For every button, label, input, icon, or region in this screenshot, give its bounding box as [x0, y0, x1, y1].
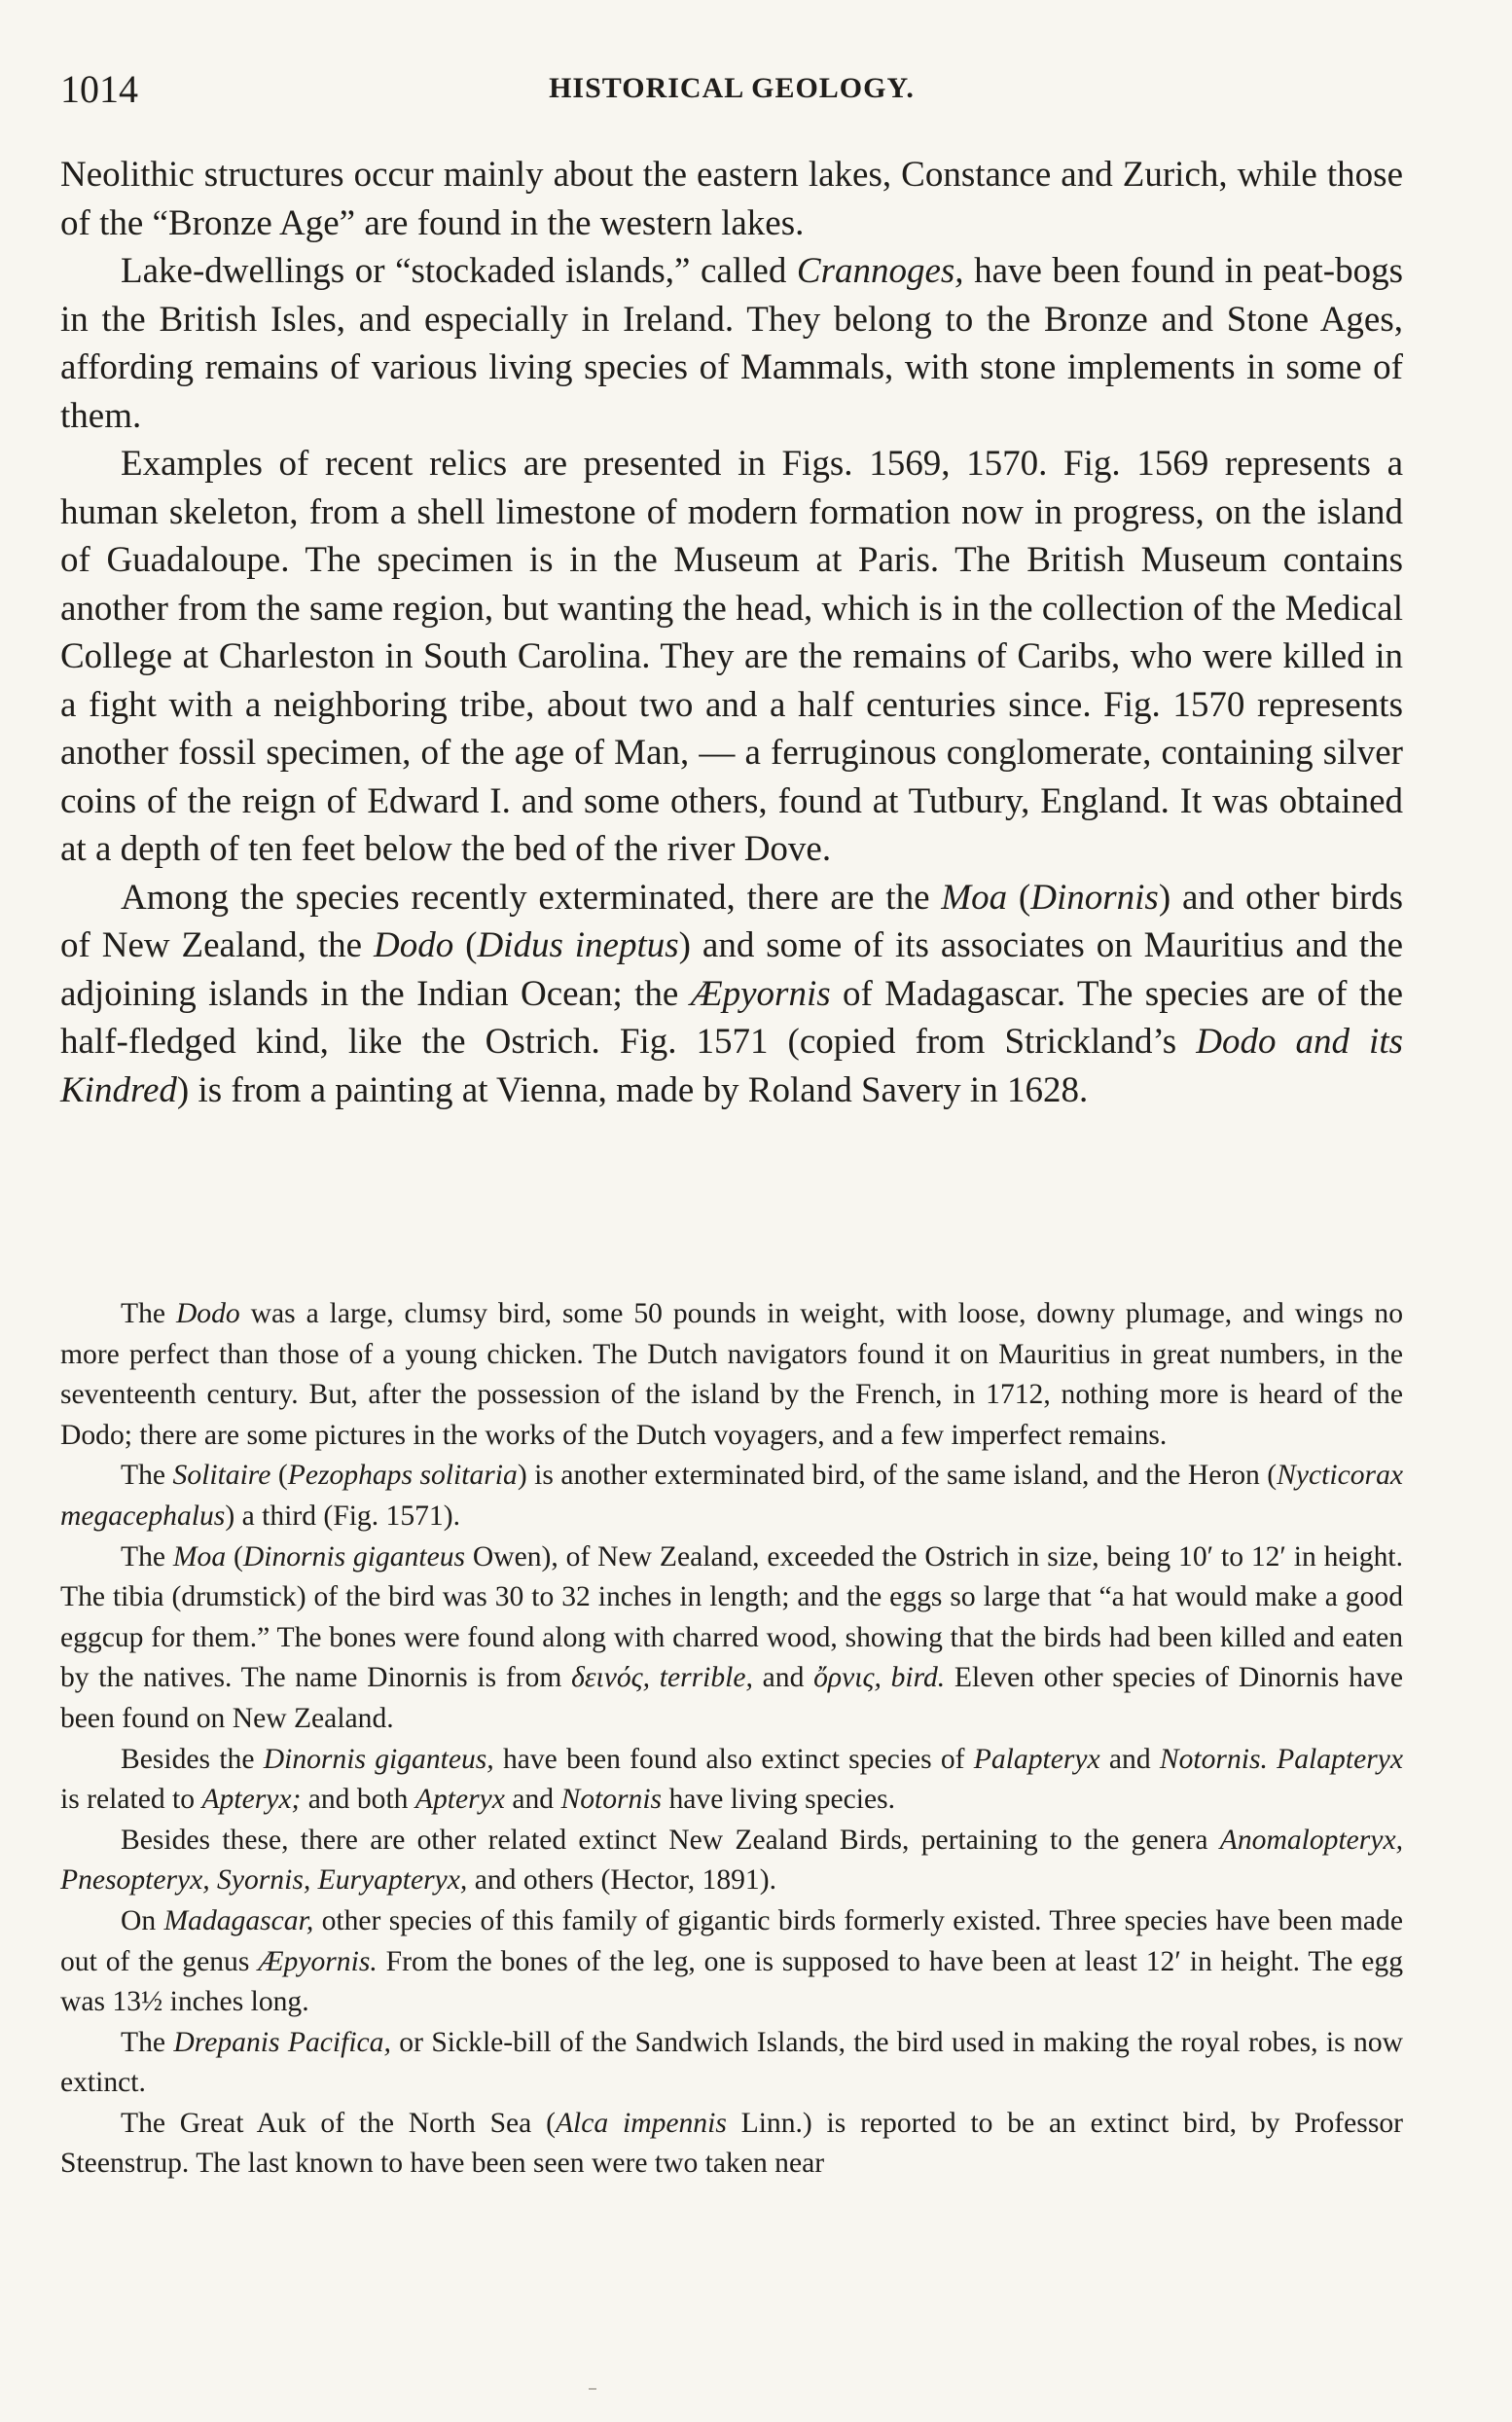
main-text: [60, 151, 1403, 1114]
paragraph-recent-relics: Examples of recent relics are presented in Figs. 1569, 1570. Fig. 1569 represents a human skeleton, from a shell limestone of modern formation now in progress, on the island of Guadaloupe. The specimen is in the Museum at Paris. The British Museum contains another from the same region, but wanting the head, which is in the collection of the Medical College at Charleston in South Carolina. They are the remains of Caribs, who were killed in a fight with a neighboring tribe, about two and a half centuries since. Fig. 1570 represents another fossil specimen, of the age of Man, — a ferruginous conglomerate, containing silver coins of the reign of Edward I. and some others, found at Tutbury, England. It was obtained at a depth of ten feet below the bed of the river Dove.: [60, 444, 1403, 869]
note-new-zealand-birds: Besides these, there are other related extinct New Zealand Birds, pertaining to the genera Anomalopteryx, Pnesopteryx, Syornis, Euryapteryx, and others (Hector, 1891).: [60, 1824, 1403, 1897]
note-moa: The Moa (Dinornis giganteus Owen), of New Zealand, exceeded the Ostrich in size, being 10′ to 12′ in height. The tibia (drumstick) of the bird was 30 to 32 inches in length; and the eggs so large that “a hat would make a good eggcup for them.” The bones were found along with charred wood, showing that the birds had been killed and eaten by the natives. The name Dinornis is from δεινός, terrible, and ὄρνις, bird. Eleven other species of Dinornis have been found on New Zealand.: [60, 1540, 1403, 1734]
note-dodo: The Dodo was a large, clumsy bird, some 50 pounds in weight, with loose, downy plumage, and wings no more perfect than those of a young chicken. The Dutch navigators found it on Mauritius in great numbers, in the seventeenth century. But, after the possession of the island by the French, in 1712, nothing more is heard of the Dodo; there are some pictures in the works of the Dutch voyagers, and a few imperfect remains.: [60, 1298, 1403, 1451]
note-drepanis: The Drepanis Pacifica, or Sickle-bill of the Sandwich Islands, the bird used in making the royal robes, is now extinct.: [60, 2026, 1403, 2099]
note-palapteryx: Besides the Dinornis giganteus, have been found also extinct species of Palapteryx and Notornis. Palapteryx is related to Apteryx; and both Apteryx and Notornis have living species.: [60, 1743, 1403, 1816]
small-print-notes: [60, 1294, 1403, 2185]
note-madagascar: On Madagascar, other species of this family of gigantic birds formerly existed. Three species have been made out of the genus Æpyornis. From the bones of the leg, one is supposed to have been at least 12′ in height. The egg was 13½ inches long.: [60, 1904, 1403, 2018]
note-great-auk: The Great Auk of the North Sea (Alca impennis Linn.) is reported to be an extinct bird, by Professor Steenstrup. The last known to have been seen were two taken near: [60, 2107, 1403, 2180]
running-title: HISTORICAL GEOLOGY.: [549, 72, 915, 104]
print-mark: [589, 2388, 596, 2396]
page-header: [60, 66, 1403, 115]
paragraph-exterminated-species: Among the species recently exterminated, there are the Moa (Dinornis) and other birds of New Zealand, the Dodo (Didus ineptus) and some of its associates on Mauritius and the adjoining islands in the Indian Ocean; the Æpyornis of Madagascar. The species are of the half-fledged kind, like the Ostrich. Fig. 1571 (copied from Strickland’s Dodo and its Kindred) is from a painting at Vienna, made by Roland Savery in 1628.: [60, 877, 1404, 1110]
paragraph-lake-dwellings: Lake-dwellings or “stockaded islands,” called Crannoges, have been found in peat-bogs in the British Isles, and especially in Ireland. They belong to the Bronze and Stone Ages, affording remains of various living species of Mammals, with stone implements in some of them.: [60, 251, 1403, 436]
page-number: 1014: [60, 67, 138, 111]
paragraph-neolithic: Neolithic structures occur mainly about the eastern lakes, Constance and Zurich, while those of the “Bronze Age” are found in the western lakes.: [60, 155, 1403, 243]
note-solitaire: The Solitaire (Pezophaps solitaria) is another exterminated bird, of the same island, and the Heron (Nycticorax megacephalus) a third (Fig. 1571).: [60, 1460, 1404, 1532]
